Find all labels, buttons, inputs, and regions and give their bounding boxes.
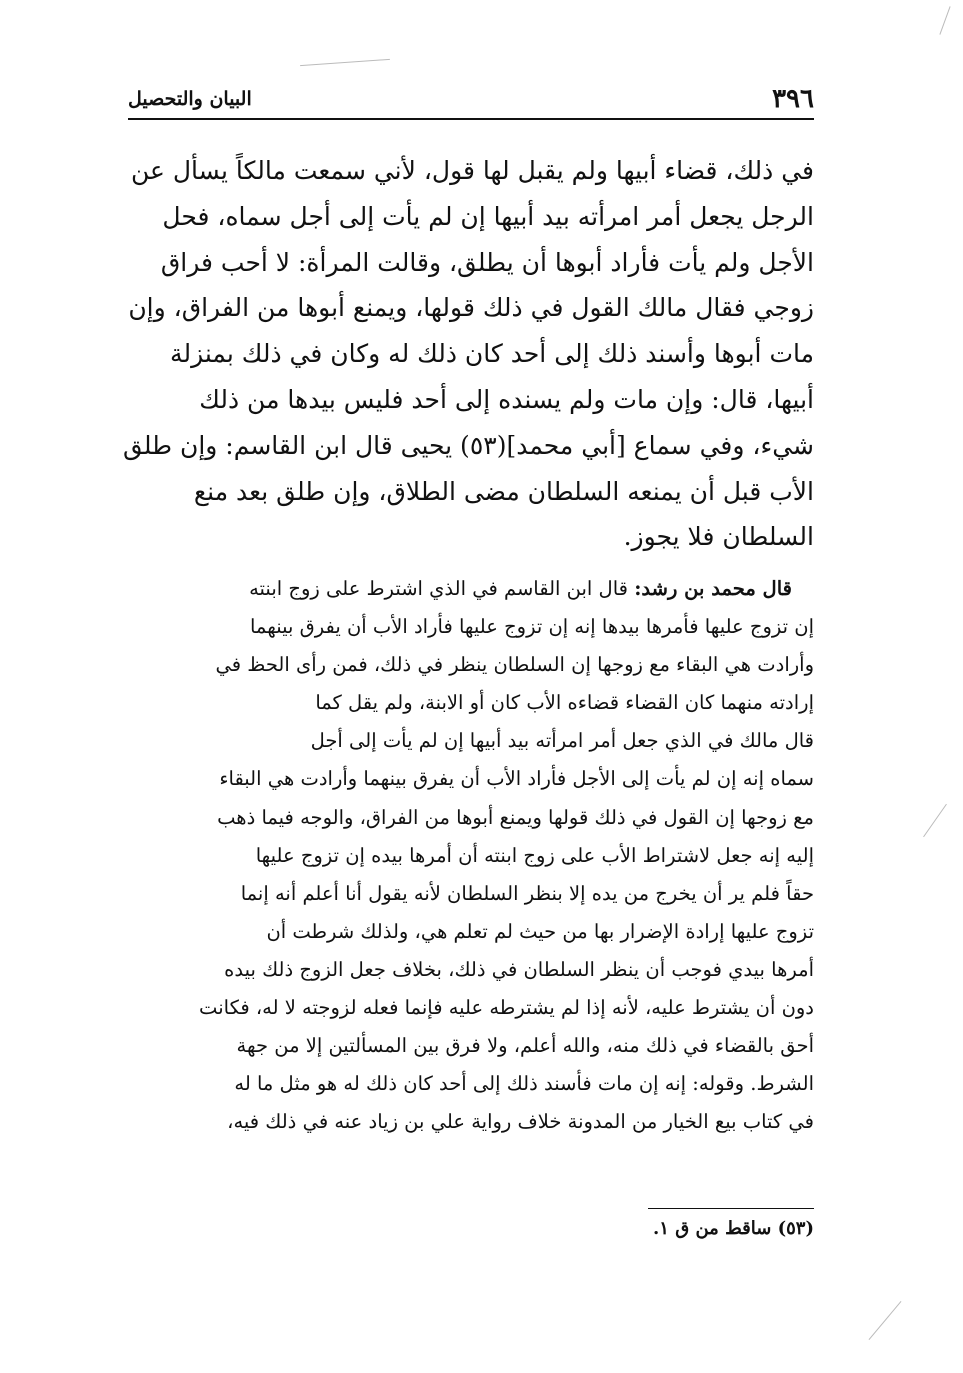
- text-line: الشرط. وقوله: إنه إن مات فأسند ذلك إلى أحد كان ذلك له هو مثل ما له: [234, 1072, 814, 1096]
- text-line: إن تزوج عليها فأمرها بيدها إنه إن تزوج عليها فأراد الأب أن يفرق بينهما: [249, 615, 814, 639]
- text-line: أحق بالقضاء في ذلك منه، والله أعلم، ولا فرق بين المسألتين إلا من جهة: [236, 1034, 814, 1058]
- text-line: الأب قبل أن يمنعه السلطان مضى الطلاق، وإن طلق بعد منع: [193, 476, 814, 506]
- text-line: الأجل ولم يأت فأراد أبوها أن يطلق، وقالت المرأة: لا أحب فراق: [160, 247, 814, 277]
- text-line: دون أن يشترط عليه، لأنه إذا لم يشترطه عليه فإنما فعله لزوجته لا له، فكانت: [199, 996, 814, 1020]
- text-line: شيء، وفي سماع [أبي محمد](٥٣) يحيى قال ابن القاسم: وإن طلق: [123, 430, 814, 460]
- text-line: مع زوجها إن القول في ذلك قولها ويمنع أبوها من الفراق، والوجه فيما ذهب: [217, 805, 814, 829]
- text-line: أبيها، قال: وإن مات ولم يسنده إلى أحد فليس بيدها من ذلك: [199, 384, 814, 414]
- text-line: في كتاب بيع الخيار من المدونة خلاف رواية علي بن زياد عنه في ذلك فيه،: [227, 1110, 814, 1134]
- scan-mark: [939, 6, 950, 35]
- page-number: ٣٩٦: [772, 84, 814, 114]
- footnote: (٥٣) ساقط من ق ١.: [653, 1218, 814, 1239]
- text-line: إرادته منهما كان القضاء قضاءه الأب كان أو الابنة، ولم يقل كما: [315, 691, 814, 715]
- text-line: تزوج عليها إرادة الإضرار بها من حيث لم تعلم هي، ولذلك شرطت أن: [266, 919, 814, 943]
- scan-mark: [869, 1301, 902, 1340]
- page-header: [128, 82, 814, 118]
- text-line: مات أبوها وأسند ذلك إلى أحد كان ذلك له وكان في ذلك بمنزلة: [170, 339, 814, 369]
- scan-mark: [923, 804, 947, 837]
- scan-mark: [300, 59, 390, 66]
- text-line: قال مالك في الذي جعل أمر امرأته بيد أبيها إن لم يأت إلى أجل: [310, 729, 814, 753]
- footnote-rule: [648, 1208, 814, 1209]
- commentary-lead: قال محمد بن رشد:: [634, 577, 792, 600]
- text-line: وأرادت هي البقاء مع زوجها إن السلطان ينظر في ذلك، فمن رأى الحظ في: [215, 653, 814, 677]
- text-line: إليه إنه جعل لاشتراط الأب على زوج ابنته أن أمرها بيده إن تزوج عليها: [255, 843, 814, 867]
- text-line: سماه إنه إن لم يأت إلى الأجل فأراد الأب أن يفرق بينهما وأرادت هي البقاء: [219, 767, 814, 791]
- commentary-first-line-text: قال ابن القاسم في الذي اشترط على زوج ابنته: [249, 577, 635, 600]
- text-line: الرجل يجعل أمر امرأته بيد أبيها إن لم يأت إلى أجل سماه، فحل: [162, 201, 814, 231]
- text-line: السلطان فلا يجوز.: [623, 522, 814, 552]
- text-line: أمرها بيدي فوجب أن ينظر السلطان في ذلك، بخلاف جعل الزوج ذلك بيده: [224, 957, 814, 981]
- text-line: حقاً فلم ير أن يخرج من يده إلا بنظر السلطان لأنه يقول أنا أعلم أنه إنما: [240, 881, 814, 905]
- header-rule: [128, 118, 814, 120]
- text-line: في ذلك، قضاء أبيها ولم يقبل لها قول، لأني سمعت مالكاً يسأل عن: [131, 156, 814, 185]
- running-title: البيان والتحصيل: [128, 88, 252, 110]
- commentary-paragraph: [108, 570, 814, 1141]
- commentary-first-line: [108, 570, 814, 608]
- main-text-paragraph: [108, 148, 814, 560]
- text-line: زوجي فقال مالك القول في ذلك قولها، ويمنع أبوها من الفراق، وإن: [128, 293, 814, 323]
